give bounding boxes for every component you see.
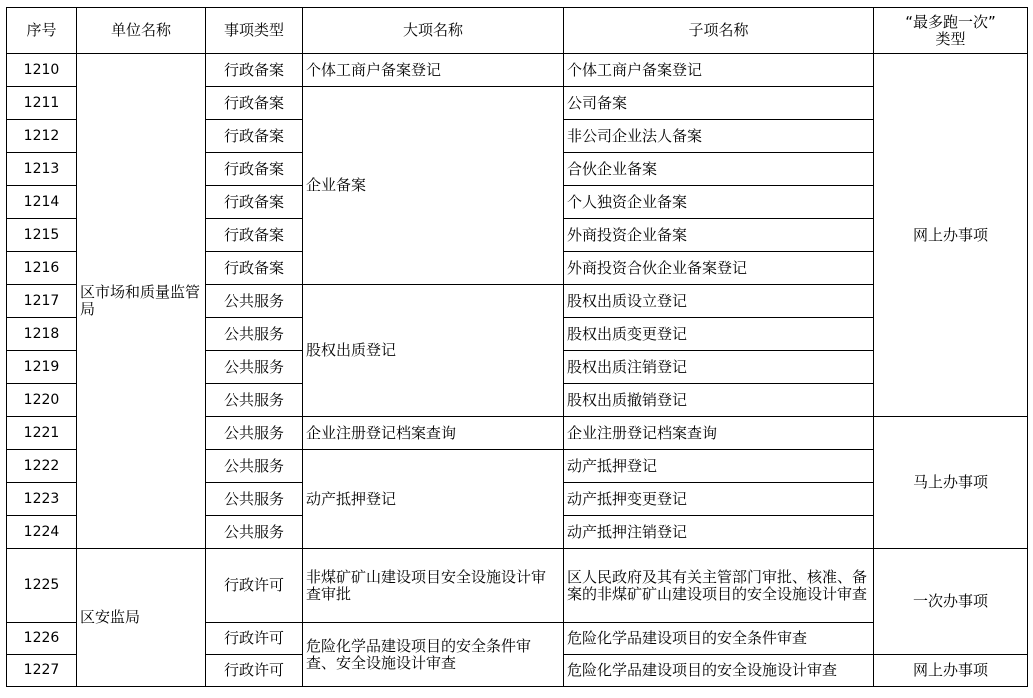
seq-cell: 1222 [7, 450, 77, 483]
type-cell: 行政备案 [206, 252, 303, 285]
major-cell: 股权出质登记 [303, 285, 564, 417]
sub-cell: 个体工商户备案登记 [564, 54, 874, 87]
col-header-category-line2: 类型 [935, 29, 966, 48]
type-cell: 行政许可 [206, 623, 303, 655]
seq-cell: 1226 [7, 623, 77, 655]
type-cell: 行政备案 [206, 120, 303, 153]
type-cell: 行政备案 [206, 186, 303, 219]
sub-cell: 股权出质撤销登记 [564, 384, 874, 417]
seq-cell: 1210 [7, 54, 77, 87]
col-header-category-line1: “最多跑一次” [905, 12, 996, 31]
category-cell: 网上办事项 [874, 54, 1028, 417]
header-row [7, 8, 1028, 54]
major-cell: 企业注册登记档案查询 [303, 417, 564, 450]
sub-cell: 非公司企业法人备案 [564, 120, 874, 153]
seq-cell: 1213 [7, 153, 77, 186]
sub-cell: 个人独资企业备案 [564, 186, 874, 219]
table-row [7, 54, 1028, 87]
seq-cell: 1221 [7, 417, 77, 450]
table-row [7, 549, 1028, 623]
major-cell: 动产抵押登记 [303, 450, 564, 549]
type-cell: 公共服务 [206, 483, 303, 516]
col-header-sub: 子项名称 [564, 8, 874, 54]
type-cell: 公共服务 [206, 351, 303, 384]
major-cell: 企业备案 [303, 87, 564, 285]
col-header-seq: 序号 [7, 8, 77, 54]
sub-cell: 公司备案 [564, 87, 874, 120]
category-cell: 网上办事项 [874, 655, 1028, 687]
type-cell: 公共服务 [206, 417, 303, 450]
type-cell: 行政许可 [206, 549, 303, 623]
sub-cell: 股权出质设立登记 [564, 285, 874, 318]
major-cell: 个体工商户备案登记 [303, 54, 564, 87]
unit-cell-market: 区市场和质量监管局 [77, 54, 206, 549]
seq-cell: 1225 [7, 549, 77, 623]
seq-cell: 1224 [7, 516, 77, 549]
seq-cell: 1223 [7, 483, 77, 516]
type-cell: 公共服务 [206, 516, 303, 549]
seq-cell: 1219 [7, 351, 77, 384]
seq-cell: 1215 [7, 219, 77, 252]
seq-cell: 1216 [7, 252, 77, 285]
sub-cell: 合伙企业备案 [564, 153, 874, 186]
type-cell: 行政备案 [206, 54, 303, 87]
seq-cell: 1211 [7, 87, 77, 120]
seq-cell: 1217 [7, 285, 77, 318]
seq-cell: 1214 [7, 186, 77, 219]
matters-table [6, 7, 1028, 687]
seq-cell: 1220 [7, 384, 77, 417]
major-cell: 危险化学品建设项目的安全条件审查、安全设施设计审查 [303, 623, 564, 687]
col-header-major: 大项名称 [303, 8, 564, 54]
sub-cell: 区人民政府及其有关主管部门审批、核准、备案的非煤矿矿山建设项目的安全设施设计审查 [564, 549, 874, 623]
type-cell: 行政备案 [206, 87, 303, 120]
sub-cell: 股权出质变更登记 [564, 318, 874, 351]
col-header-type: 事项类型 [206, 8, 303, 54]
col-header-unit: 单位名称 [77, 8, 206, 54]
type-cell: 公共服务 [206, 384, 303, 417]
unit-cell-safety: 区安监局 [77, 549, 206, 687]
seq-cell: 1218 [7, 318, 77, 351]
type-cell: 公共服务 [206, 318, 303, 351]
type-cell: 公共服务 [206, 285, 303, 318]
sub-cell: 动产抵押注销登记 [564, 516, 874, 549]
category-cell: 一次办事项 [874, 549, 1028, 655]
sub-cell: 股权出质注销登记 [564, 351, 874, 384]
type-cell: 公共服务 [206, 450, 303, 483]
type-cell: 行政备案 [206, 153, 303, 186]
sub-cell: 危险化学品建设项目的安全条件审查 [564, 623, 874, 655]
type-cell: 行政备案 [206, 219, 303, 252]
col-header-category [874, 8, 1028, 54]
sub-cell: 动产抵押变更登记 [564, 483, 874, 516]
sub-cell: 动产抵押登记 [564, 450, 874, 483]
seq-cell: 1227 [7, 655, 77, 687]
sub-cell: 外商投资合伙企业备案登记 [564, 252, 874, 285]
sub-cell: 企业注册登记档案查询 [564, 417, 874, 450]
seq-cell: 1212 [7, 120, 77, 153]
major-cell: 非煤矿矿山建设项目安全设施设计审查审批 [303, 549, 564, 623]
category-cell: 马上办事项 [874, 417, 1028, 549]
type-cell: 行政许可 [206, 655, 303, 687]
sub-cell: 危险化学品建设项目的安全设施设计审查 [564, 655, 874, 687]
sub-cell: 外商投资企业备案 [564, 219, 874, 252]
